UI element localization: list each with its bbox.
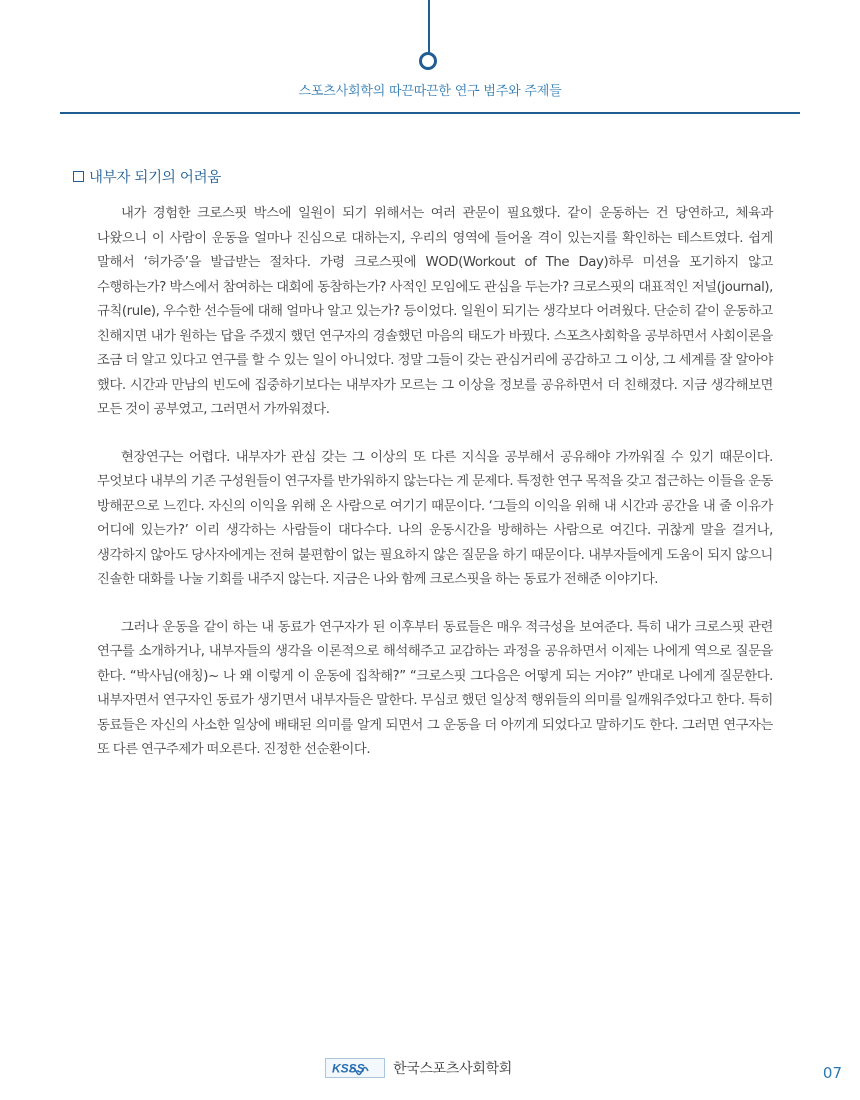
svg-text:KSSS: KSSS [332, 1061, 365, 1076]
section-heading-text: 내부자 되기의 어려움 [89, 170, 221, 186]
running-header-title: 스포츠사회학의 따끈따끈한 연구 범주와 주제들 [298, 84, 562, 99]
paragraph: 현장연구는 어렵다. 내부자가 관심 갖는 그 이상의 또 다른 지식을 공부해서 공유해야 가까워질 수 있기 때문이다. 무엇보다 내부의 기존 구성원들이 연구자를 반가워하지 않는다는 게 문제다. 특정한 연구 목적을 갖고 접근하는 이들을 운동 방해꾼으로 느낀다. 자신의 이익을 위해 온 사람으로 여기기 때문이다. ‘그들의 이익을 위해 내 시간과 공간을 내 줄 이유가 어디에 있는가?’ 이리 생각하는 사람들이 대다수다. 나의 운동시간을 방해하는 사람으로 여긴다. 귀찮게 말을 걸거나, 생각하지 않아도 당사자에게는 전혀 불편함이 없는 필요하지 않은 질문을 하기 때문이다. 내부자들에게 도움이 되지 않으니 진솔한 대화를 나눌 기회를 내주지 않는다. 지금은 나와 함께 크로스핏을 하는 동료가 전해준 이야기다. [97, 449, 773, 587]
footer-branding [325, 1056, 512, 1080]
square-bullet-icon [73, 171, 84, 182]
paragraph: 그러나 운동을 같이 하는 내 동료가 연구자가 된 이후부터 동료들은 매우 적극성을 보여준다. 특히 내가 크로스핏 관련 연구를 소개하거나, 내부자들의 생각을 이론적으로 해석해주고 교감하는 과정을 공유하면서 이제는 나에게 역으로 질문을 한다. “박사님(애칭)~ 나 왜 이렇게 이 운동에 집착해?” “크로스핏 그다음은 어떻게 되는 거야?” 반대로 나에게 질문한다. 내부자면서 연구자인 동료가 생기면서 내부자들은 말한다. 무심코 했던 일상적 행위들의 의미를 일깨워주었다고 한다. 특히 동료들은 자신의 사소한 일상에 배태된 의미를 알게 되면서 그 운동을 더 아끼게 되었다고 말하기도 한다. 그러면 연구자는 또 다른 연구주제가 떠오른다. 진정한 선순환이다. [97, 619, 773, 757]
body-text [97, 202, 773, 786]
society-name: 한국스포츠사회학회 [393, 1061, 513, 1077]
paragraph: 내가 경험한 크로스핏 박스에 일원이 되기 위해서는 여러 관문이 필요했다. 같이 운동하는 건 당연하고, 체육과 나왔으니 이 사람이 운동을 얼마나 진심으로 대하는지, 우리의 영역에 들어올 격이 있는지를 확인하는 테스트였다. 쉽게 말해서 ‘허가증’을 발급받는 절차다. 가령 크로스핏에 WOD(Workout of The Day)하루 미션을 포기하지 않고 수행하는가? 박스에서 참여하는 대회에 동참하는가? 사적인 모임에도 관심을 두는가? 크로스핏의 대표적인 저널(journal), 규칙(rule), 우수한 선수들에 대해 얼마나 알고 있는가? 등이었다. 일원이 되기는 생각보다 어려웠다. 단순히 같이 운동하고 친해지면 내가 원하는 답을 주겠지 했던 연구자의 경솔했던 마음의 태도가 바꿨다. 스포츠사회학을 공부하면서 사회이론을 조금 더 알고 있다고 연구를 할 수 있는 일이 아니었다. 정말 그들이 갖는 관심거리에 공감하고 그 이상, 그 세계를 잘 알아야 했다. 시간과 만남의 빈도에 집중하기보다는 내부자가 모르는 그 이상을 정보를 공유하면서 더 친해졌다. 지금 생각해보면 모든 것이 공부였고, 그러면서 가까워졌다. [97, 206, 773, 417]
page-number: 07 [822, 1064, 842, 1082]
society-logo-icon [325, 1058, 385, 1078]
section-heading [73, 166, 221, 187]
page-footer [0, 1056, 860, 1084]
header-divider [60, 112, 800, 114]
header-vertical-line [428, 0, 430, 54]
header-circle-marker [419, 52, 437, 70]
